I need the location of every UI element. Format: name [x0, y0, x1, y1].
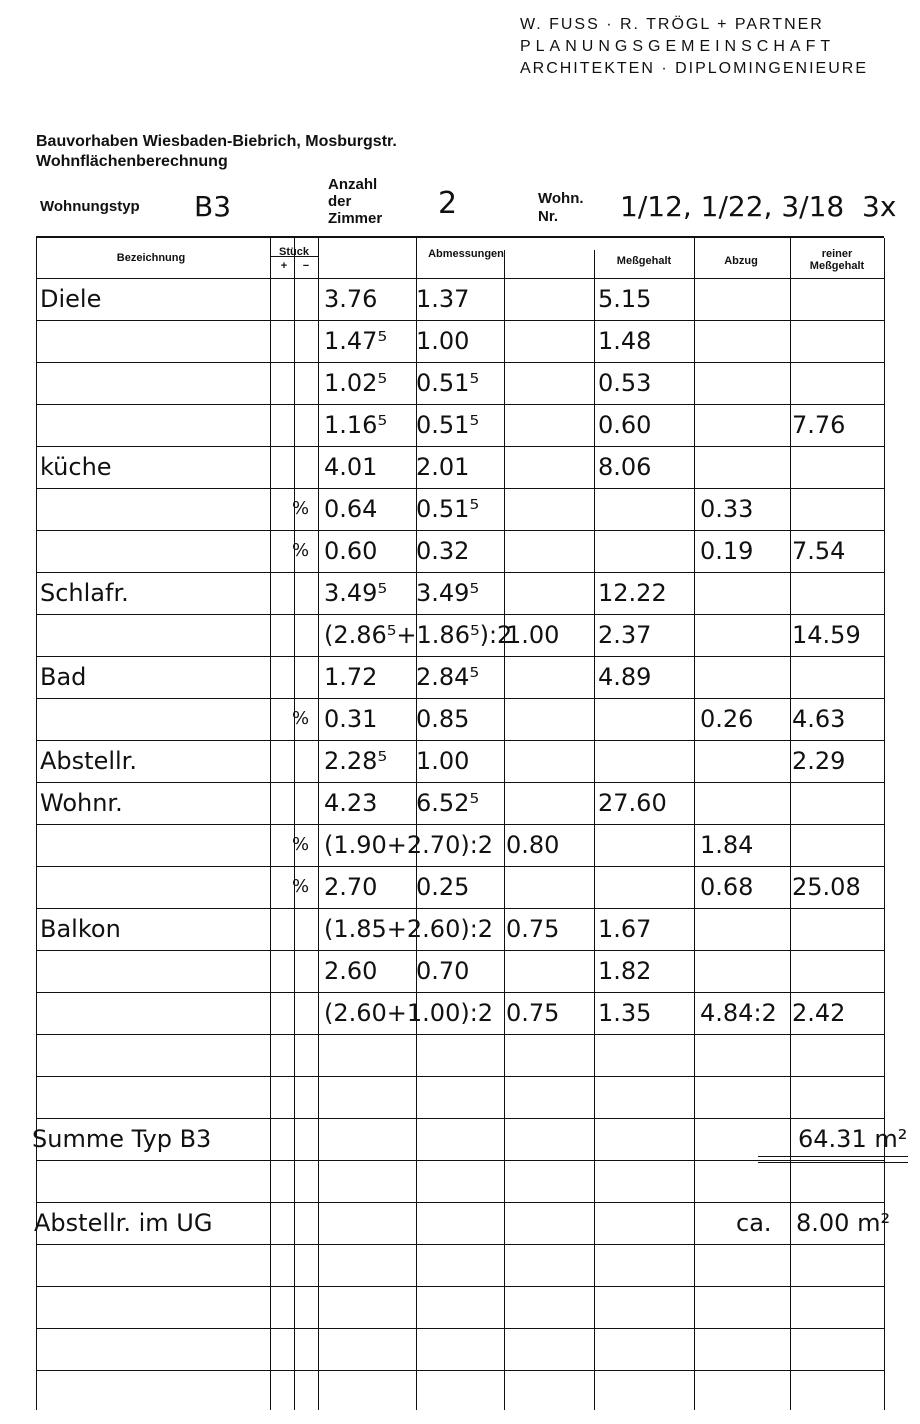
- cell-dimension-2: 0.32: [416, 537, 470, 565]
- calculation-table: [32, 236, 908, 1410]
- cell-messgehalt: 2.37: [598, 621, 652, 649]
- cell-dimension-2: 0.85: [416, 705, 470, 733]
- basement-storage-approx: ca.: [736, 1209, 772, 1237]
- cell-dimension-2: 6.52⁵: [416, 789, 480, 817]
- cell-messgehalt: 27.60: [598, 789, 667, 817]
- row-line: [36, 1118, 884, 1119]
- cell-dimension-1: 4.01: [324, 453, 378, 481]
- cell-dimension-2: 3.49⁵: [416, 579, 480, 607]
- cell-abzug: 0.68: [700, 873, 754, 901]
- cell-abzug: 0.19: [700, 537, 754, 565]
- cell-abzug: 4.84:2: [700, 999, 777, 1027]
- cell-minus-mark: %: [292, 834, 310, 855]
- row-line: [36, 782, 884, 783]
- cell-bezeichnung: Schlafr.: [40, 579, 129, 607]
- row-line: [36, 362, 884, 363]
- cell-dimension-1: 3.49⁵: [324, 579, 388, 607]
- cell-minus-mark: %: [292, 498, 310, 519]
- header-abmessungen: Abmessungen: [428, 248, 504, 260]
- cell-dimension-2: 2.84⁵: [416, 663, 480, 691]
- type-row: [36, 176, 920, 236]
- cell-messgehalt: 0.60: [598, 411, 652, 439]
- rooms-value: 2: [438, 186, 458, 221]
- cell-bezeichnung: Wohnr.: [40, 789, 123, 817]
- total-underline: [758, 1162, 908, 1163]
- row-line: [36, 530, 884, 531]
- project-heading: [36, 132, 397, 172]
- row-line: [36, 992, 884, 993]
- header-plus: +: [280, 260, 288, 272]
- cell-reiner-messgehalt: 7.54: [792, 537, 846, 565]
- cell-bezeichnung: Bad: [40, 663, 87, 691]
- cell-dimension-3: 0.75: [506, 999, 560, 1027]
- cell-bezeichnung: Balkon: [40, 915, 121, 943]
- rooms-label-line2: der: [328, 193, 352, 210]
- row-line: [36, 866, 884, 867]
- basement-storage-label: Abstellr. im UG: [34, 1209, 213, 1237]
- wohn-label-line2: Nr.: [538, 208, 559, 225]
- cell-dimension-1: 0.31: [324, 705, 378, 733]
- cell-dimension-1: (2.60+1.00):2: [324, 999, 494, 1027]
- cell-bezeichnung: Diele: [40, 285, 102, 313]
- row-line: [36, 572, 884, 573]
- type-value: B3: [194, 190, 232, 223]
- cell-dimension-2: 0.51⁵: [416, 495, 480, 523]
- summe-label: Summe Typ B3: [32, 1125, 212, 1153]
- row-line: [36, 614, 884, 615]
- letterhead: [520, 14, 868, 80]
- cell-dimension-1: 1.72: [324, 663, 378, 691]
- cell-dimension-1: 2.70: [324, 873, 378, 901]
- row-line: [36, 698, 884, 699]
- cell-dimension-1: 2.28⁵: [324, 747, 388, 775]
- rooms-label: [328, 176, 382, 227]
- cell-reiner-messgehalt: 2.42: [792, 999, 846, 1027]
- cell-abzug: 1.84: [700, 831, 754, 859]
- cell-minus-mark: %: [292, 876, 310, 897]
- row-line: [36, 1328, 884, 1329]
- cell-dimension-1: 4.23: [324, 789, 378, 817]
- cell-dimension-2: 0.70: [416, 957, 470, 985]
- header-reiner-line1: reiner: [821, 248, 853, 260]
- cell-messgehalt: 1.35: [598, 999, 652, 1027]
- cell-reiner-messgehalt: 2.29: [792, 747, 846, 775]
- basement-storage-value: 8.00 m²: [796, 1209, 891, 1237]
- cell-dimension-3: 0.80: [506, 831, 560, 859]
- cell-dimension-1: (2.86⁵+1.86⁵):2: [324, 621, 513, 649]
- cell-messgehalt: 8.06: [598, 453, 652, 481]
- header-reiner-line2: Meßgehalt: [809, 260, 865, 272]
- cell-reiner-messgehalt: 25.08: [792, 873, 861, 901]
- cell-dimension-1: 0.60: [324, 537, 378, 565]
- cell-dimension-2: 1.37: [416, 285, 470, 313]
- cell-dimension-3: 1.00: [506, 621, 560, 649]
- wohn-value: 1/12, 1/22, 3/18 3x: [620, 190, 897, 223]
- cell-messgehalt: 1.82: [598, 957, 652, 985]
- cell-dimension-1: 1.16⁵: [324, 411, 388, 439]
- cell-dimension-1: 3.76: [324, 285, 378, 313]
- row-line: [36, 1370, 884, 1371]
- cell-dimension-1: 0.64: [324, 495, 378, 523]
- header-messgehalt: Meßgehalt: [616, 255, 672, 267]
- row-line: [36, 320, 884, 321]
- project-title: Bauvorhaben Wiesbaden-Biebrich, Mosburgstr.: [36, 133, 397, 150]
- row-line: [36, 1286, 884, 1287]
- cell-dimension-2: 1.00: [416, 327, 470, 355]
- row-line: [36, 1160, 884, 1161]
- rooms-label-line1: Anzahl: [328, 176, 378, 193]
- row-line: [36, 824, 884, 825]
- row-line: [36, 950, 884, 951]
- header-stueck: Stück: [279, 246, 309, 258]
- cell-dimension-2: 0.51⁵: [416, 411, 480, 439]
- cell-bezeichnung: küche: [40, 453, 112, 481]
- cell-abzug: 0.33: [700, 495, 754, 523]
- cell-minus-mark: %: [292, 540, 310, 561]
- row-line: [36, 1244, 884, 1245]
- letterhead-planning: PLANUNGSGEMEINSCHAFT: [519, 38, 836, 55]
- total-underline: [758, 1156, 908, 1157]
- header-divider: [36, 278, 884, 279]
- row-line: [36, 488, 884, 489]
- wohn-label-line1: Wohn.: [538, 190, 584, 207]
- cell-dimension-2: 0.25: [416, 873, 470, 901]
- row-line: [36, 1034, 884, 1035]
- cell-dimension-2: 0.51⁵: [416, 369, 480, 397]
- cell-bezeichnung: Abstellr.: [40, 747, 137, 775]
- row-line: [36, 908, 884, 909]
- header-reiner: [790, 248, 884, 272]
- wohn-label: [538, 190, 584, 226]
- row-line: [36, 1202, 884, 1203]
- cell-dimension-1: 1.47⁵: [324, 327, 388, 355]
- summe-value: 64.31 m²: [798, 1125, 908, 1153]
- cell-messgehalt: 5.15: [598, 285, 652, 313]
- row-line: [36, 740, 884, 741]
- cell-minus-mark: %: [292, 708, 310, 729]
- cell-messgehalt: 1.67: [598, 915, 652, 943]
- cell-dimension-3: 0.75: [506, 915, 560, 943]
- stueck-divider: [270, 256, 318, 257]
- cell-dimension-2: 1.00: [416, 747, 470, 775]
- header-bezeichnung: Bezeichnung: [116, 252, 186, 264]
- row-line: [36, 446, 884, 447]
- cell-dimension-1: (1.90+2.70):2: [324, 831, 494, 859]
- cell-messgehalt: 4.89: [598, 663, 652, 691]
- letterhead-profession: ARCHITEKTEN · DIPLOMINGENIEURE: [519, 60, 868, 77]
- type-label: Wohnungstyp: [40, 198, 140, 215]
- cell-reiner-messgehalt: 4.63: [792, 705, 846, 733]
- column-line: [594, 250, 595, 1410]
- cell-messgehalt: 0.53: [598, 369, 652, 397]
- cell-messgehalt: 12.22: [598, 579, 667, 607]
- row-line: [36, 1076, 884, 1077]
- letterhead-firm: W. FUSS · R. TRÖGL + PARTNER: [519, 16, 824, 33]
- cell-reiner-messgehalt: 14.59: [792, 621, 861, 649]
- rooms-label-line3: Zimmer: [328, 210, 383, 227]
- cell-dimension-2: 2.01: [416, 453, 470, 481]
- cell-reiner-messgehalt: 7.76: [792, 411, 846, 439]
- cell-dimension-1: 2.60: [324, 957, 378, 985]
- row-line: [36, 404, 884, 405]
- column-line: [504, 250, 505, 1410]
- header-abzug: Abzug: [724, 255, 758, 267]
- project-subtitle: Wohnflächenberechnung: [36, 153, 228, 170]
- cell-dimension-1: 1.02⁵: [324, 369, 388, 397]
- cell-abzug: 0.26: [700, 705, 754, 733]
- cell-dimension-1: (1.85+2.60):2: [324, 915, 494, 943]
- cell-messgehalt: 1.48: [598, 327, 652, 355]
- row-line: [36, 656, 884, 657]
- header-minus: −: [302, 260, 310, 272]
